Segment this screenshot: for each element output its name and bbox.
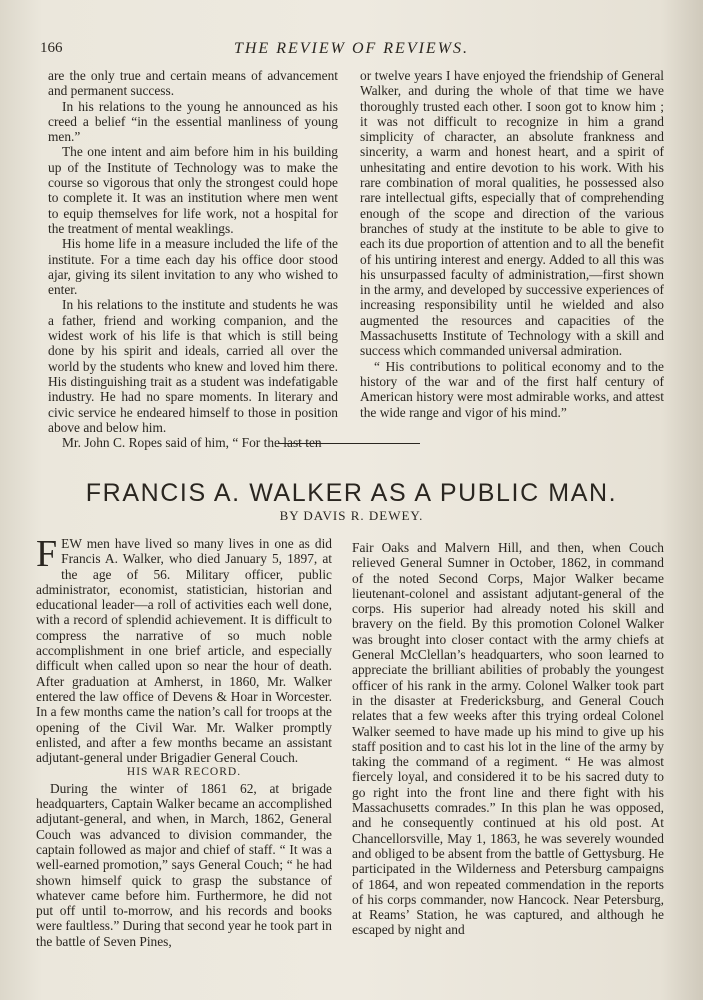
section-divider bbox=[278, 443, 420, 444]
paragraph: The one intent and aim before him in his building up of the Institute of Technology was to make the course so vigorous that only the strongest could hope to complete it. It was an institution where men went to equip themselves for life work, not a hospital for the treatment of mental weaklings. bbox=[48, 144, 338, 236]
running-title: THE REVIEW OF REVIEWS. bbox=[233, 40, 470, 57]
article-title: FRANCIS A. WALKER AS A PUBLIC MAN. bbox=[85, 478, 618, 507]
paragraph: In his relations to the institute and students he was a father, friend and working companion, and the widest work of his life is that which is still being done by his spirit and ideals, carried all over the world by the students who knew and loved him there. His distinguishing trait as a student was indefatigable industry. He had no spare moments. In literary and civic service he endeared himself to those in position above and below him. bbox=[48, 297, 338, 435]
section-subheading: HIS WAR RECORD. bbox=[126, 766, 242, 779]
opening-paragraph bbox=[36, 533, 332, 766]
paragraph: are the only true and certain means of advancement and permanent success. bbox=[48, 68, 338, 99]
paragraph: or twelve years I have enjoyed the friendship of General Walker, and during the whole of that time we have thoroughly trusted each other. I soon got to know him ; it was not difficult to recognize in him a grand simplicity of character, an absolute frankness and sincerity, a warm and honest heart, and a spirit of unhesitating and entire devotion to his work. With his rare combination of moral qualities, he possessed also rare intellectual gifts, especially that of comprehending enough of the scope and direction of the various branches of study at the institute to be able to give to each its due proportion of attention and to all the benefit of his untiring interest and energy. Added to all this was his unsurpassed faculty of administration,—first shown in the army, and developed by successive experiences of increasing responsibility until he wielded and also augmented the resources and capacities of the Massachusetts Institute of Technology with a skill and success which commanded universal admiration. bbox=[360, 68, 664, 359]
drop-cap: F bbox=[36, 533, 58, 575]
page-number: 166 bbox=[40, 40, 63, 56]
paragraph-text: EW men have lived so many lives in one as did Francis A. Walker, who died January 5, 1897, at the age of 56. Military officer, public administrator, economist, statistician, historian and educational leader—a roll of activities each well done, with a record of splendid achievement. It is difficult to compress the narrative of so much noble accomplishment in one brief article, and especially difficult when called upon so near the hour of death. After graduation at Amherst, in 1860, Mr. Walker entered the law office of Devens & Hoar in Worcester. In a few months came the nation’s call for troops at the opening of the Civil War. Mr. Walker promptly enlisted, and after a few months became an assistant adjutant-general under Brigadier General Couch. bbox=[36, 536, 332, 766]
page-header bbox=[40, 38, 663, 62]
paragraph: In his relations to the young he announced as his creed a belief “in the essential manliness of young men.” bbox=[48, 98, 338, 145]
paragraph: Mr. John C. Ropes said of him, “ For the last ten bbox=[62, 435, 322, 451]
paragraph: His home life in a measure included the life of the institute. For a time each day his office door stood ajar, giving its silent invitation to any who wished to enter. bbox=[48, 236, 338, 298]
top-right-column bbox=[360, 68, 664, 420]
bottom-right-column bbox=[352, 540, 664, 938]
top-left-column bbox=[48, 68, 338, 450]
article-byline: BY DAVIS R. DEWEY. bbox=[279, 508, 424, 523]
paragraph: “ His contributions to political economy and to the history of the war and of the first half century of American history were most admirable works, and attest the wide range and vigor of his mind.” bbox=[360, 358, 664, 420]
paragraph: During the winter of 1861 62, at brigade headquarters, Captain Walker became an accomplished adjutant-general, and when, in March, 1862, General Couch was advanced to division commander, the captain followed as major and chief of staff. “ It was a well-earned promotion,” says General Couch; “ he had shown himself quick to grasp the substance of whatever came before him. Furthermore, he did not put off until to-morrow, and his records and books were faultless.” During that second year he took part in the battle of Seven Pines, bbox=[36, 780, 332, 949]
paragraph: Fair Oaks and Malvern Hill, and then, when Couch relieved General Sumner in October, 1862, in command of the noted Second Corps, Major Walker became lieutenant-colonel and assistant adjutant-general of the corps. His superior had already noted his skill and bravery on the field. By this promotion Colonel Walker was brought into closer contact with the army chiefs at General McClellan’s headquarters, who soon learned to appreciate the brilliant abilities of probably the youngest officer of his rank in the army. Colonel Walker took part in the disaster at Fredericksburg, and General Couch relates that a few weeks after this trying ordeal Colonel Walker seemed to have made up his mind to give up his staff position and to cast his lot in the line of the army by taking the command of a regiment. “ He was almost fiercely loyal, and considered it to be his sacred duty to go right into the front line and there fight with his Massachusetts comrades.” In this plan he was opposed, and he consequently continued at his old post. At Chancellorsville, May 1, 1863, he was severely wounded and obliged to be absent from the battle of Gettysburg. He participated in the Wilderness and Petersburg campaigns of 1864, and won repeated commendation in the reports of his corps commander, now Hancock. Near Petersburg, at Reams’ Station, he was captured, and although he escaped by night and bbox=[352, 540, 664, 938]
bottom-left-column bbox=[36, 533, 332, 949]
